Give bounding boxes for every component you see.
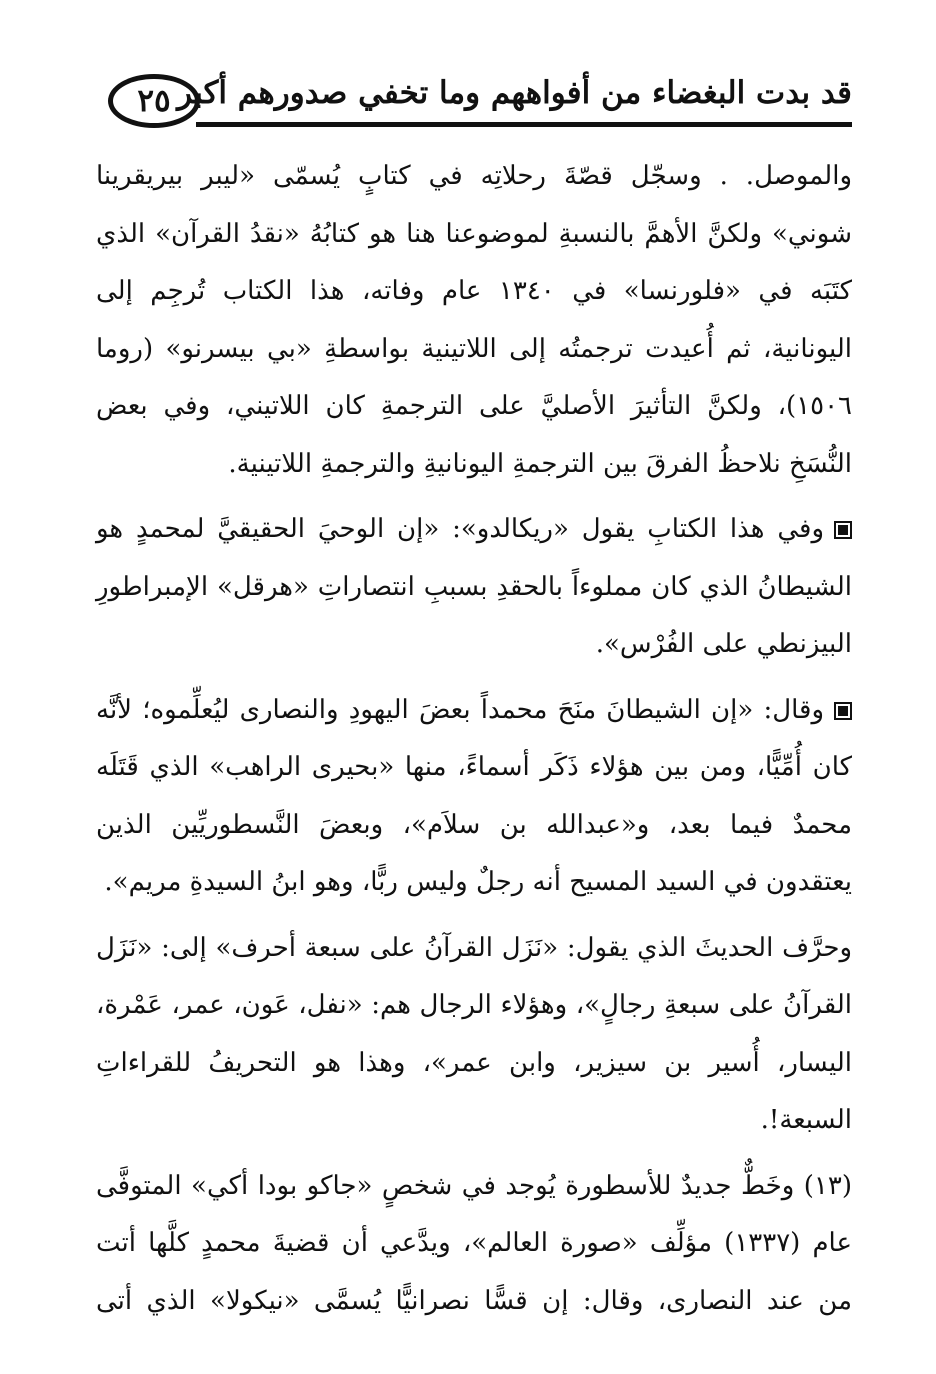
- paragraph-4: [96, 920, 852, 1150]
- square-bullet-icon: [834, 521, 852, 539]
- page-number: ٢٥: [108, 74, 200, 128]
- paragraph-text: والموصل. . وسجّل قصّةَ رحلاتِه في كتابٍ يُسمّى «ليبر بيريقرينا شوني» ولكنَّ الأهمَّ بالنسبةِ لموضوعنا هنا هو كتابُهُ «نقدُ القرآن» الذي كتَبَه في «فلورنسا» في ١٣٤٠ عام وفاته، هذا الكتاب تُرجِم إلى اليونانية، ثم أُعيدت ترجمتُه إلى اللاتينية بواسطةِ «بي بيسرنو» (روما ١٥٠٦)، ولكنَّ التأثيرَ الأصليَّ على الترجمةِ كان اللاتيني، وفي بعض النُّسَخِ نلاحظُ الفرقَ بين الترجمةِ اليونانيةِ والترجمةِ اللاتينية.: [96, 161, 852, 479]
- paragraph-5: [96, 1158, 852, 1331]
- header-rule: [196, 122, 852, 127]
- paragraph-3: [96, 682, 852, 912]
- page-header: [96, 58, 852, 138]
- paragraph-2: [96, 501, 852, 674]
- square-bullet-icon: [834, 702, 852, 720]
- paragraph-text: وحرَّف الحديثَ الذي يقول: «نَزَل القرآنُ على سبعة أحرف» إلى: «نَزَل القرآنُ على سبعةِ رجالٍ»، وهؤلاء الرجال هم: «نفل، عَون، عمر، عَمْرة، اليسار، أُسير بن سيزير، وابن عمر»، وهذا هو التحريفُ للقراءاتِ السبعة!.: [96, 932, 852, 1135]
- body-text: [96, 148, 852, 1330]
- running-title: قد بدت البغضاء من أفواههم وما تخفي صدورهم أكبر: [177, 75, 852, 111]
- paragraph-text: (١٣) وخَطٌّ جديدٌ للأسطورة يُوجد في شخصٍ «جاكو بودا أكي» المتوفَّى عام (١٣٣٧) مؤلِّف «صورة العالم»، ويدَّعي أن قضيةَ محمدٍ كلَّها أتت من عند النصارى، وقال: إن قسًّا نصرانيًّا يُسمَّى «نيكولا» الذي أتى: [96, 1170, 852, 1316]
- paragraph-text: وقال: «إن الشيطانَ منَحَ محمداً بعضَ اليهودِ والنصارى ليُعلِّموه؛ لأنَّه كان أُمِّيًّا، ومن بين هؤلاء ذَكَر أسماءً، منها «بحيرى الراهب» الذي قَتَلَه محمدٌ فيما بعد، و«عبدالله بن سلاَم»، وبعضَ النَّسطوريِّين الذين يعتقدون في السيد المسيح أنه رجلٌ وليس ربًّا، وهو ابنُ السيدةِ مريم».: [96, 694, 852, 897]
- paragraph-1: [96, 148, 852, 493]
- paragraph-text: وفي هذا الكتابِ يقول «ريكالدو»: «إن الوحيَ الحقيقيَّ لمحمدٍ هو الشيطانُ الذي كان مملوءاً بالحقدِ بسببِ انتصاراتِ «هرقل» الإمبراطورِ البيزنطي على الفُرْس».: [96, 514, 852, 659]
